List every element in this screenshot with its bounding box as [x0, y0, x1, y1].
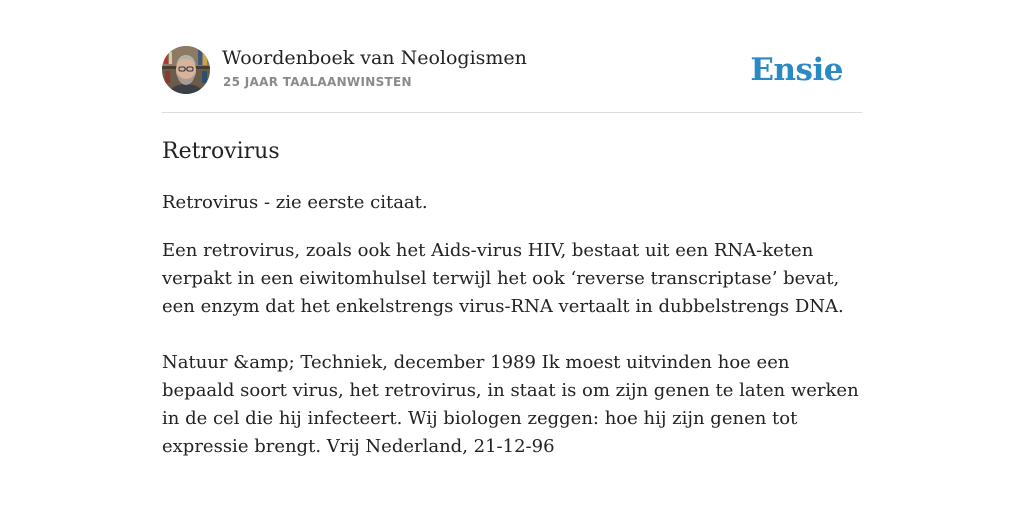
entry-quote [162, 237, 862, 461]
header [162, 46, 862, 113]
book-subtitle: 25 JAAR TAALAANWINSTEN [223, 75, 412, 89]
author-portrait-icon [162, 46, 210, 94]
author-avatar[interactable] [162, 46, 210, 94]
entry-title: Retrovirus [162, 139, 280, 164]
quote-paragraph: Een retrovirus, zoals ook het Aids-virus HIV, bestaat uit een RNA-keten verpakt in een eiwitomhulsel terwijl het ook ‘reverse transcriptase’ bevat, een enzym dat het enkelstrengs virus-RNA vertaalt in dubbelstrengs DNA. [162, 240, 844, 317]
book-title[interactable]: Woordenboek van Neologismen [222, 47, 527, 69]
ensie-logo[interactable]: Ensie [750, 52, 843, 88]
entry-definition: Retrovirus - zie eerste citaat. [162, 192, 428, 213]
quote-paragraph: Natuur &amp; Techniek, december 1989 Ik moest uitvinden hoe een bepaald soort virus, het retrovirus, in staat is om zijn genen te laten werken in de cel die hij infecteert. Wij biologen zeggen: hoe hij zijn genen tot expressie brengt. Vrij Nederland, 21-12-96 [162, 352, 859, 457]
entry-card [162, 46, 862, 457]
